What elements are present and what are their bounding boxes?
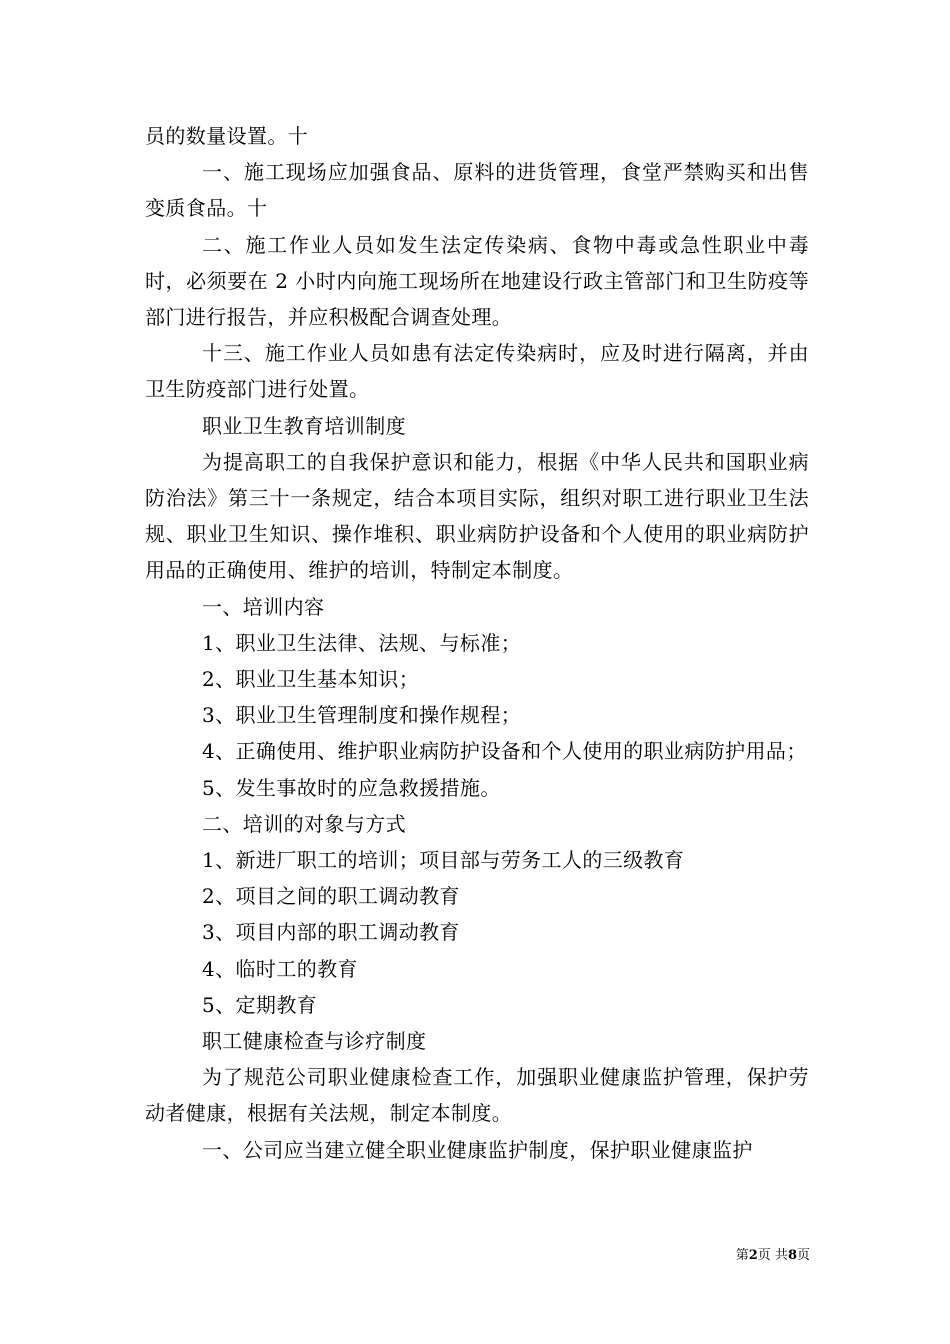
paragraph: 一、培训内容 [202,594,325,619]
paragraph: 十三、施工作业人员如患有法定传染病时，应及时进行隔离，并由卫生防疫部门进行处置。 [145,341,809,402]
paragraph: 2、项目之间的职工调动教育 [202,884,460,909]
page-footer [680,1248,810,1264]
document-body [145,118,809,1168]
paragraph: 3、项目内部的职工调动教育 [202,920,460,945]
paragraph: 为了规范公司职业健康检查工作，加强职业健康监护管理，保护劳动者健康，根据有关法规，制定本制度。 [145,1065,809,1126]
paragraph: 5、定期教育 [202,992,318,1017]
paragraph: 1、新进厂职工的培训；项目部与劳务工人的三级教育 [202,848,685,873]
paragraph: 职业卫生教育培训制度 [202,413,406,438]
paragraph: 为提高职工的自我保护意识和能力，根据《中华人民共和国职业病防治法》第三十一条规定，结合本项目实际，组织对职工进行职业卫生法规、职业卫生知识、操作堆积、职业病防护设备和个人使用的职业病防护用品的正确使用、维护的培训，特制定本制度。 [145,449,809,583]
footer-prefix: 第 [735,1248,749,1263]
paragraph: 一、公司应当建立健全职业健康监护制度，保护职业健康监护 [202,1137,753,1162]
footer-middle: 页 共 [757,1248,788,1263]
paragraph: 4、正确使用、维护职业病防护设备和个人使用的职业病防护用品； [202,739,807,764]
paragraph: 员的数量设置。十 [145,124,309,148]
paragraph: 3、职业卫生管理制度和操作规程； [202,703,522,728]
paragraph: 二、施工作业人员如发生法定传染病、食物中毒或急性职业中毒时，必须要在 2 小时内向施工现场所在地建设行政主管部门和卫生防疫等部门进行报告，并应积极配合调查处理。 [145,232,809,330]
paragraph: 1、职业卫生法律、法规、与标准； [202,630,522,655]
paragraph: 二、培训的对象与方式 [202,811,406,836]
paragraph: 职工健康检查与诊疗制度 [202,1029,427,1054]
paragraph: 4、临时工的教育 [202,956,358,981]
paragraph: 一、施工现场应加强食品、原料的进货管理，食堂严禁购买和出售变质食品。十 [145,160,809,221]
footer-total-pages: 8 [787,1248,797,1263]
footer-page-number: 2 [748,1248,758,1263]
paragraph: 5、发生事故时的应急救援措施。 [202,775,501,800]
paragraph: 2、职业卫生基本知识； [202,667,420,692]
footer-suffix: 页 [796,1248,810,1263]
